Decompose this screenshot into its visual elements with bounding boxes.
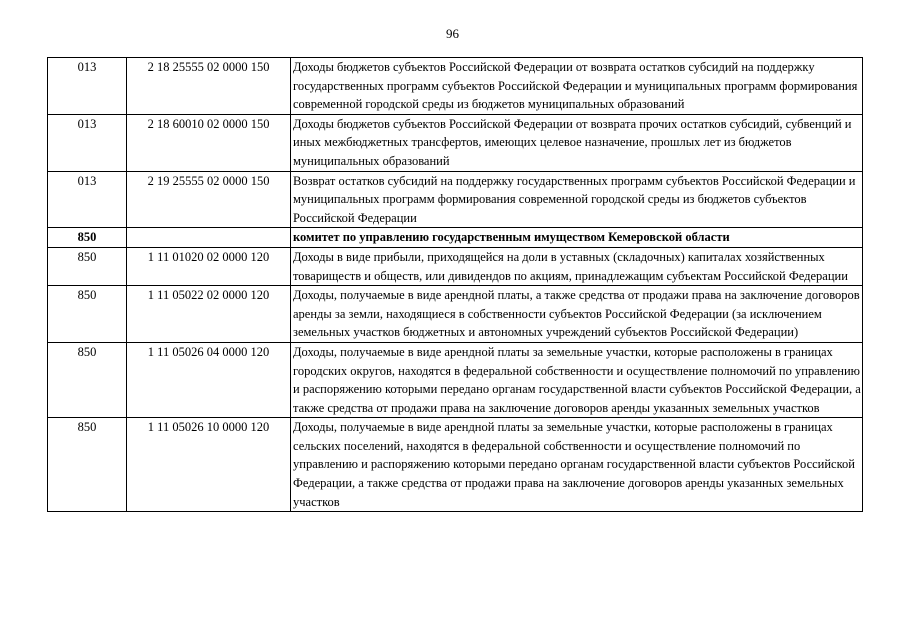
page-number: 96 <box>446 26 459 41</box>
revenue-name-cell: Возврат остатков субсидий на поддержку государственных программ субъектов Российской Федерации и муниципальных программ формирования современной городской среды из бюджетов субъектов Российской Федерации <box>291 171 863 228</box>
admin-code-cell: 013 <box>48 114 127 171</box>
revenue-code-cell: 1 11 05022 02 0000 120 <box>127 286 291 343</box>
administrator-name-cell: комитет по управлению государственным имуществом Кемеровской области <box>291 228 863 248</box>
revenue-name-cell: Доходы, получаемые в виде арендной платы за земельные участки, которые расположены в границах сельских поселений, находятся в федеральной собственности и осуществление полномочий по управлению и распоряжению которыми передано органам государственной власти субъектов Российской Федерации, а также средства от продажи права на заключение договоров аренды указанных земельных участков <box>291 418 863 512</box>
admin-code-cell: 850 <box>48 286 127 343</box>
admin-code-cell: 013 <box>48 171 127 228</box>
revenue-name-cell: Доходы в виде прибыли, приходящейся на доли в уставных (складочных) капиталах хозяйственных товариществ и обществ, или дивидендов по акциям, принадлежащим субъектам Российской Федерации <box>291 247 863 285</box>
revenue-code-cell: 2 18 60010 02 0000 150 <box>127 114 291 171</box>
table-row <box>48 342 863 417</box>
table-row <box>48 114 863 171</box>
admin-code-cell: 850 <box>48 247 127 285</box>
revenue-code-cell: 1 11 01020 02 0000 120 <box>127 247 291 285</box>
table-row <box>48 286 863 343</box>
admin-code-cell: 850 <box>48 342 127 417</box>
revenue-name-cell: Доходы, получаемые в виде арендной платы, а также средства от продажи права на заключение договоров аренды за земли, находящиеся в собственности субъектов Российской Федерации (за исключением земельных участков бюджетных и автономных учреждений субъектов Российской Федерации) <box>291 286 863 343</box>
admin-code-cell: 850 <box>48 418 127 512</box>
revenue-name-cell: Доходы, получаемые в виде арендной платы за земельные участки, которые расположены в границах городских округов, находятся в федеральной собственности и осуществление полномочий по управлению и распоряжению которыми передано органам государственной власти субъектов Российской Федерации, а также средства от продажи права на заключение договоров аренды указанных земельных участков <box>291 342 863 417</box>
revenue-code-cell: 2 19 25555 02 0000 150 <box>127 171 291 228</box>
table-row <box>48 418 863 512</box>
revenue-code-cell: 1 11 05026 04 0000 120 <box>127 342 291 417</box>
revenue-name-cell: Доходы бюджетов субъектов Российской Федерации от возврата прочих остатков субсидий, субвенций и иных межбюджетных трансфертов, имеющих целевое назначение, прошлых лет из бюджетов муниципальных образований <box>291 114 863 171</box>
revenue-classification-table <box>47 57 863 512</box>
section-header-row <box>48 228 863 248</box>
revenue-code-cell <box>127 228 291 248</box>
admin-code-cell: 013 <box>48 58 127 115</box>
revenue-code-cell: 1 11 05026 10 0000 120 <box>127 418 291 512</box>
admin-code-cell: 850 <box>48 228 127 248</box>
table-row <box>48 247 863 285</box>
table-row <box>48 171 863 228</box>
table-row <box>48 58 863 115</box>
revenue-name-cell: Доходы бюджетов субъектов Российской Федерации от возврата остатков субсидий на поддержку государственных программ субъектов Российской Федерации и муниципальных программ формирования современной городской среды из бюджетов муниципальных образований <box>291 58 863 115</box>
revenue-code-cell: 2 18 25555 02 0000 150 <box>127 58 291 115</box>
